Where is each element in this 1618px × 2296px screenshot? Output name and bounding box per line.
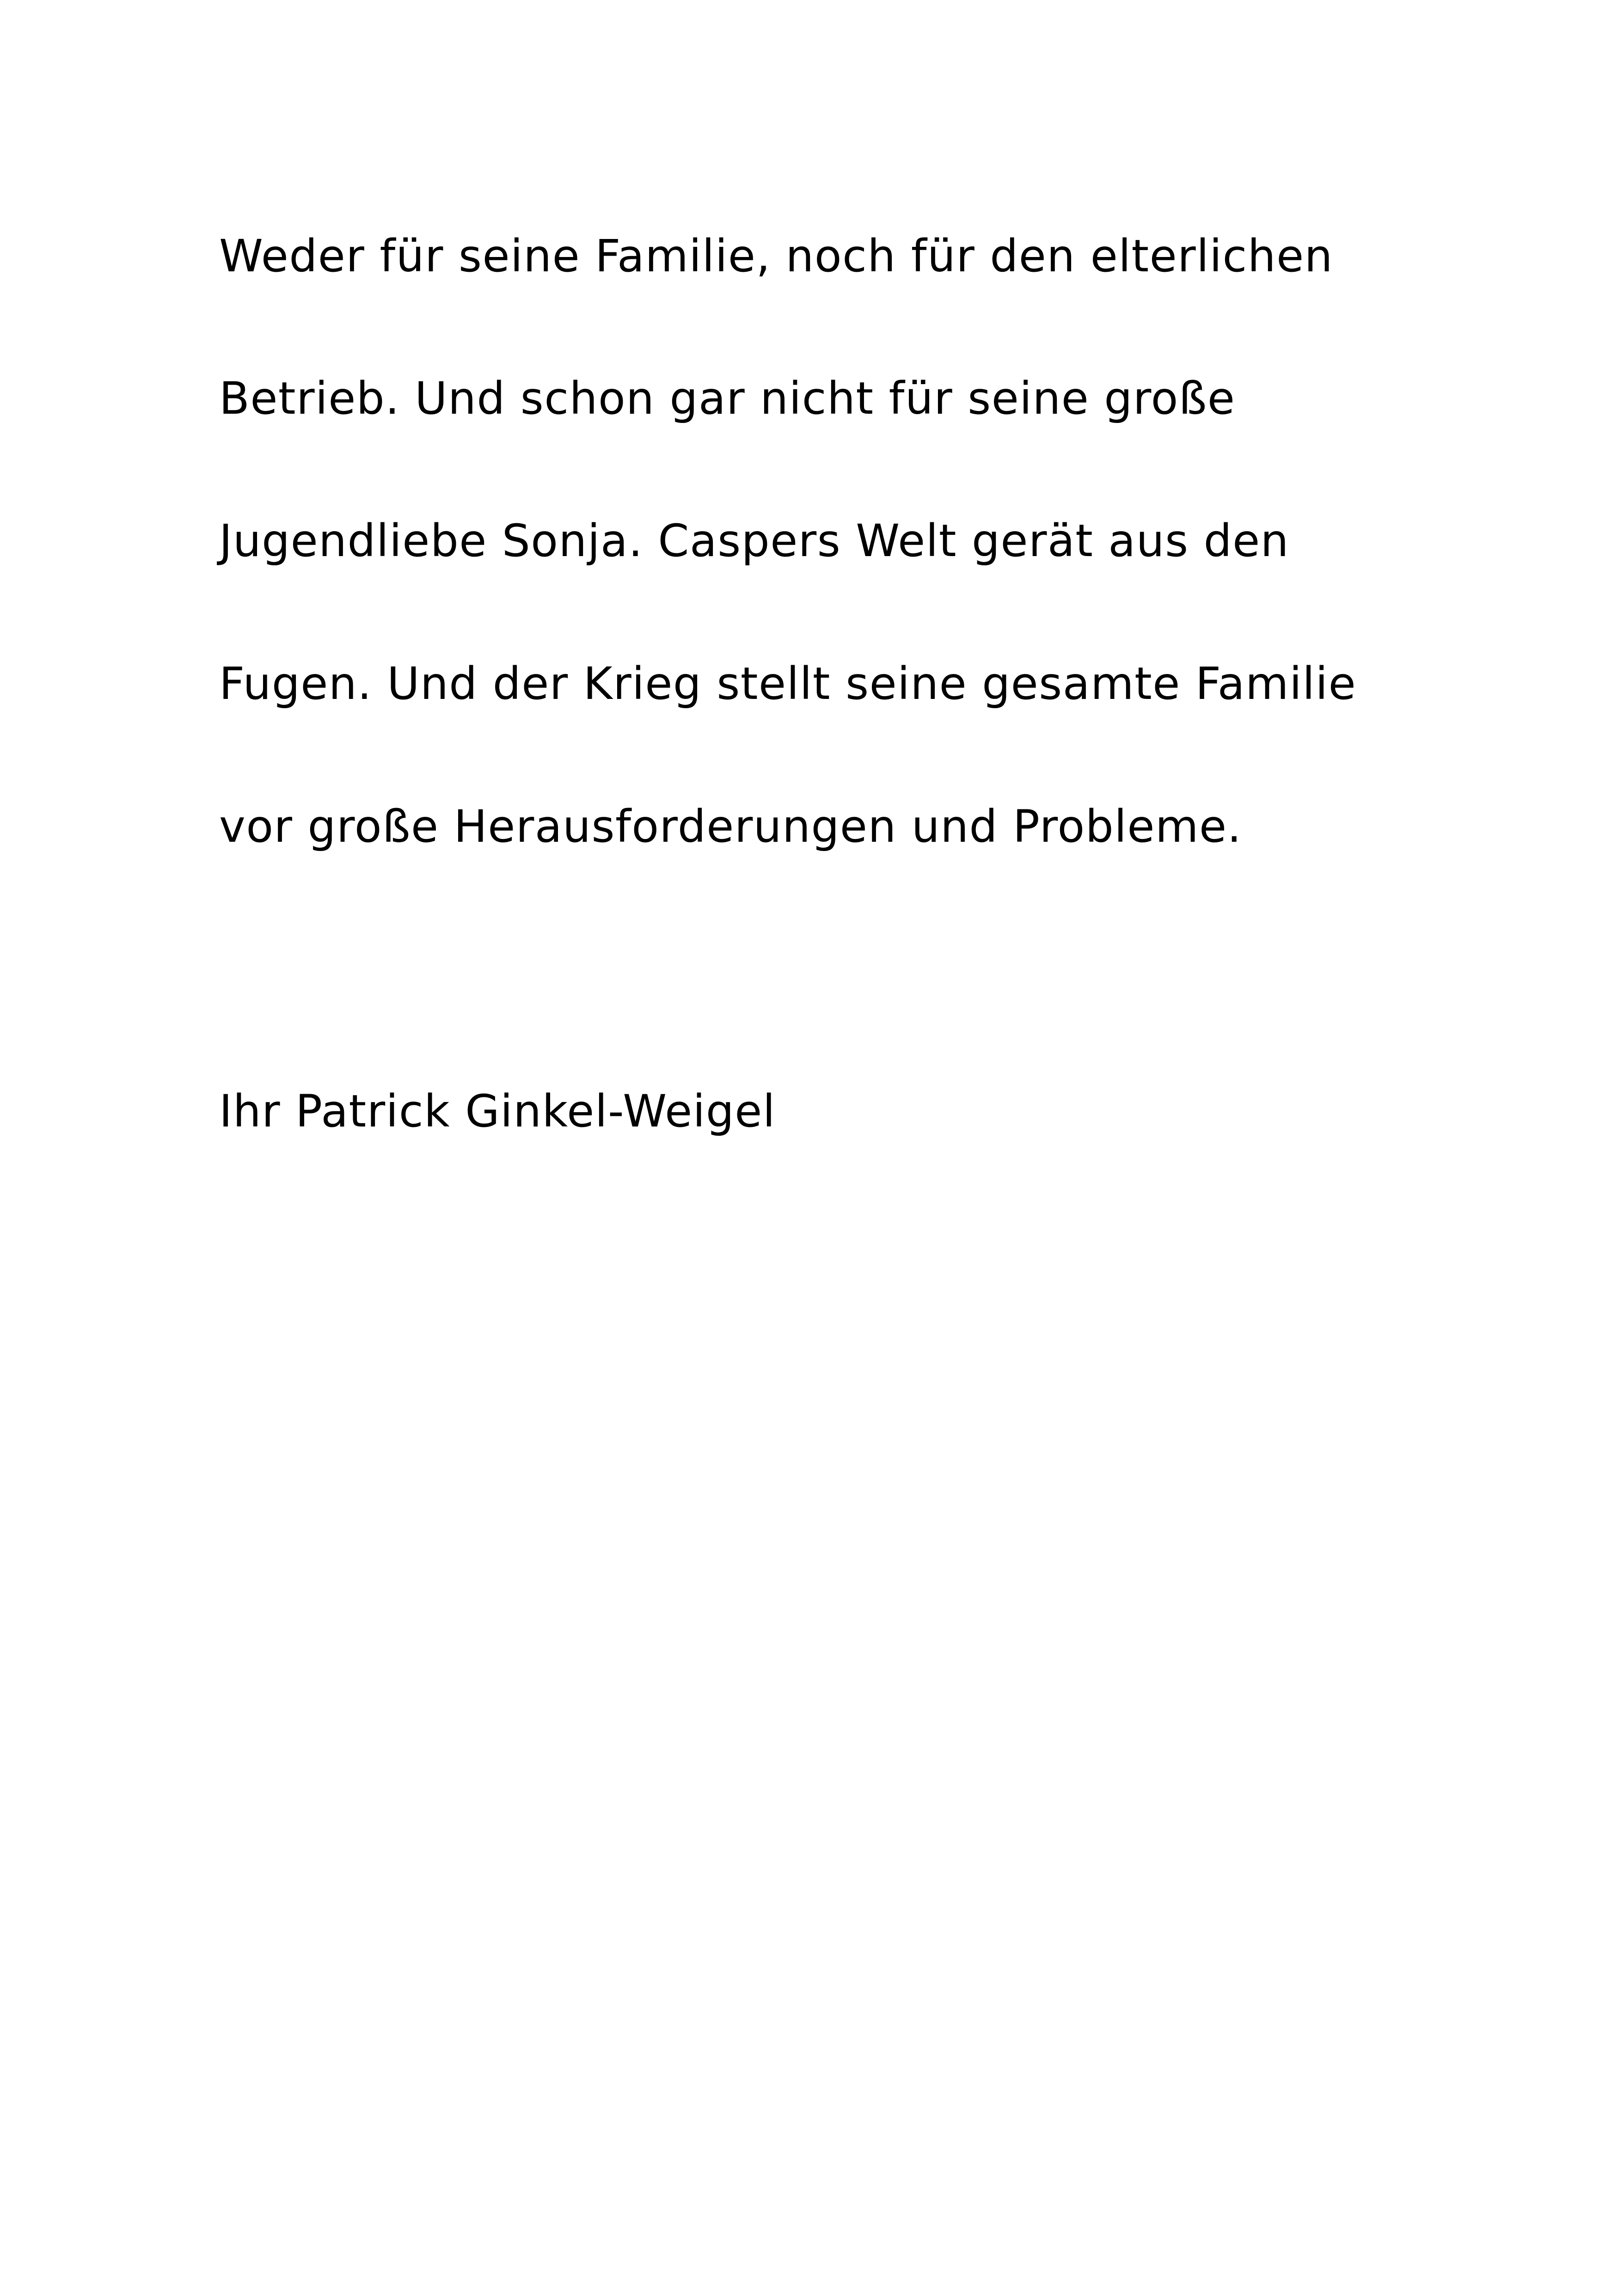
paragraph-line: Jugendliebe Sonja. Caspers Welt gerät aus den xyxy=(219,515,1289,567)
signature: Ihr Patrick Ginkel-Weigel xyxy=(219,1085,776,1137)
paragraph-line: vor große Herausforderungen und Probleme. xyxy=(219,801,1242,852)
paragraph-line: Weder für seine Familie, noch für den elterlichen xyxy=(219,230,1333,282)
paragraph-line: Betrieb. Und schon gar nicht für seine große xyxy=(219,373,1236,424)
paragraph-line: Fugen. Und der Krieg stellt seine gesamte Familie xyxy=(219,658,1357,710)
